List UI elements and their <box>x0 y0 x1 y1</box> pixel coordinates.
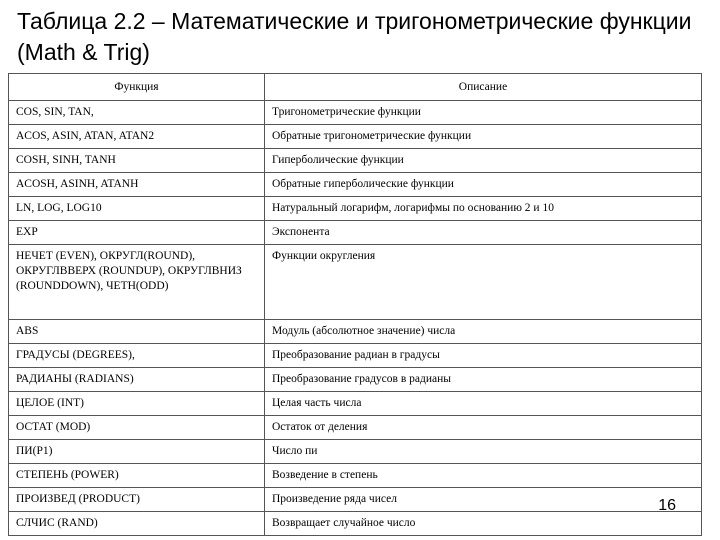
description-cell: Обратные гиперболические функции <box>265 173 702 197</box>
function-cell: ГРАДУСЫ (DEGREES), <box>9 344 265 368</box>
table-row <box>9 125 702 149</box>
table-row <box>9 392 702 416</box>
table-row <box>9 512 702 536</box>
table-row <box>9 149 702 173</box>
function-cell: ABS <box>9 320 265 344</box>
function-cell: EXP <box>9 221 265 245</box>
table-row <box>9 368 702 392</box>
table-header-row <box>9 74 702 101</box>
description-cell: Тригонометрические функции <box>265 101 702 125</box>
table-row <box>9 440 702 464</box>
functions-table <box>8 73 702 536</box>
table-row <box>9 320 702 344</box>
description-cell: Функции округления <box>265 245 702 320</box>
function-cell: ACOSH, ASINH, ATANH <box>9 173 265 197</box>
description-cell: Обратные тригонометрические функции <box>265 125 702 149</box>
header-function: Функция <box>9 74 265 101</box>
description-cell: Экспонента <box>265 221 702 245</box>
table-row <box>9 221 702 245</box>
function-cell: ACOS, ASIN, ATAN, ATAN2 <box>9 125 265 149</box>
function-cell: COS, SIN, TAN, <box>9 101 265 125</box>
description-cell: Преобразование градусов в радианы <box>265 368 702 392</box>
function-cell: COSH, SINH, TANH <box>9 149 265 173</box>
description-cell: Натуральный логарифм, логарифмы по основанию 2 и 10 <box>265 197 702 221</box>
table-row <box>9 101 702 125</box>
function-cell: ПИ(P1) <box>9 440 265 464</box>
description-cell: Число пи <box>265 440 702 464</box>
header-description: Описание <box>265 74 702 101</box>
table-row <box>9 344 702 368</box>
function-cell: РАДИАНЫ (RADIANS) <box>9 368 265 392</box>
table-row <box>9 173 702 197</box>
function-cell: ЦЕЛОЕ (INT) <box>9 392 265 416</box>
function-cell: СЛЧИС (RAND) <box>9 512 265 536</box>
description-cell: Произведение ряда чисел <box>265 488 702 512</box>
description-cell: Целая часть числа <box>265 392 702 416</box>
function-cell: ОСТАТ (MOD) <box>9 416 265 440</box>
description-cell: Преобразование радиан в градусы <box>265 344 702 368</box>
table-row <box>9 416 702 440</box>
table-row <box>9 197 702 221</box>
page-title: Таблица 2.2 – Математические и тригонометрические функции (Math & Trig) <box>17 8 692 65</box>
table-row <box>9 464 702 488</box>
description-cell: Возвращает случайное число <box>265 512 702 536</box>
function-cell: LN, LOG, LOG10 <box>9 197 265 221</box>
function-cell: СТЕПЕНЬ (POWER) <box>9 464 265 488</box>
description-cell: Модуль (абсолютное значение) числа <box>265 320 702 344</box>
function-cell: ПРОИЗВЕД (PRODUCT) <box>9 488 265 512</box>
description-cell: Возведение в степень <box>265 464 702 488</box>
description-cell: Остаток от деления <box>265 416 702 440</box>
page-number: 16 <box>658 497 676 514</box>
description-cell: Гиперболические функции <box>265 149 702 173</box>
table-row <box>9 245 702 320</box>
table-row <box>9 488 702 512</box>
function-cell: НЕЧЕТ (EVEN), ОКРУГЛ(ROUND), ОКРУГЛВВЕРХ (ROUNDUP), ОКРУГЛВНИЗ (ROUNDDOWN), ЧЕТН(ODD) <box>9 245 265 320</box>
